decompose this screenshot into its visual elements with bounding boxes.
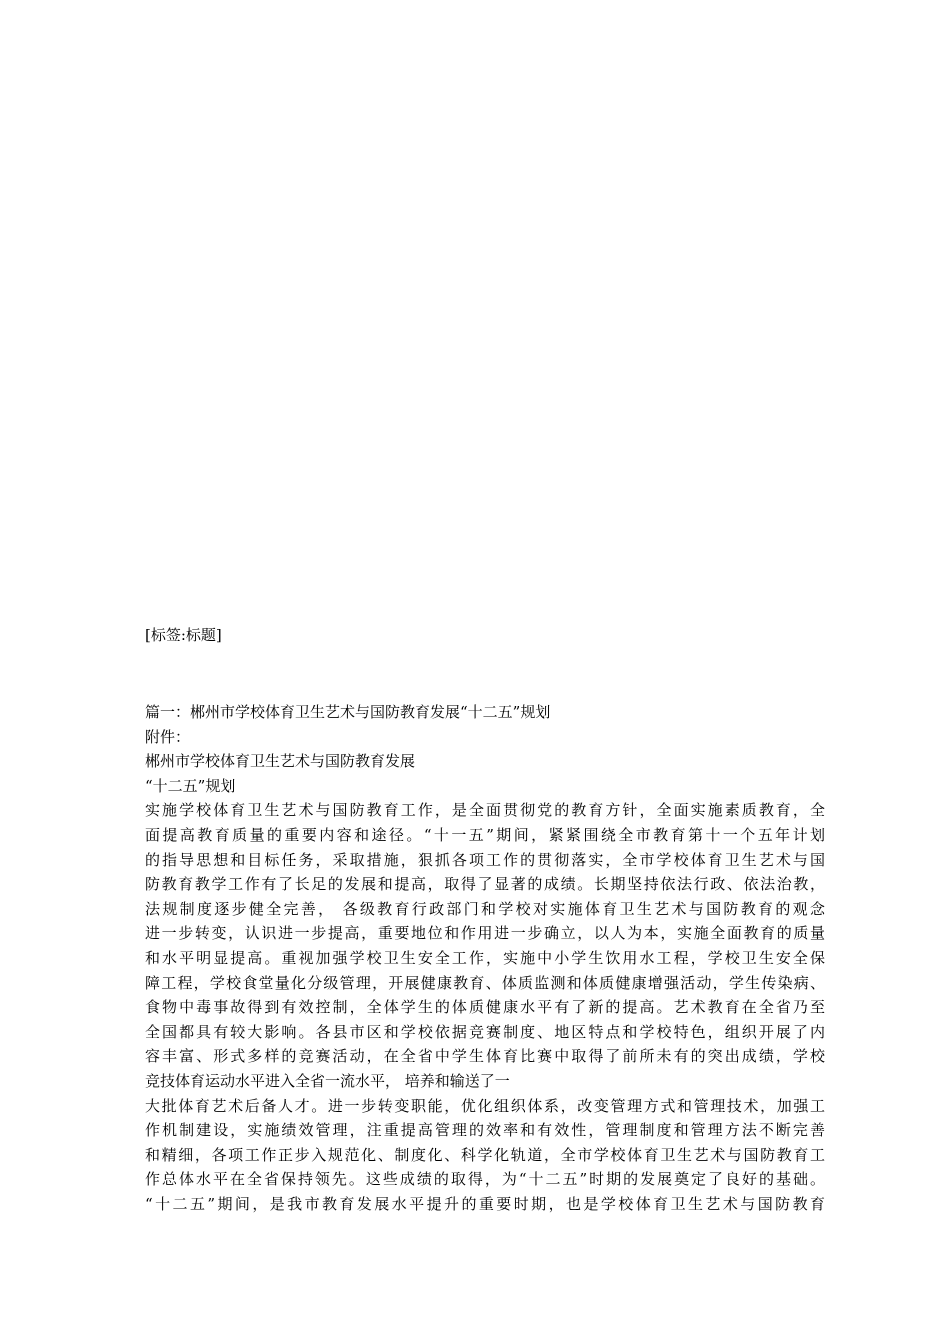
subtitle-line: 郴州市学校体育卫生艺术与国防教育发展 (145, 752, 416, 771)
paragraph-line: 竞技体育运动水平进入全省一流水平， 培养和输送了一 (145, 1071, 510, 1090)
paragraph-line: 大批体育艺术后备人才。进一步转变职能，优化组织体系，改变管理方式和管理技术，加强工 (145, 1096, 825, 1115)
paragraph-line: 障工程，学校食堂量化分级管理，开展健康教育、体质监测和体质健康增强活动，学生传染病、 (145, 973, 825, 992)
paragraph-line: 和水平明显提高。重视加强学校卫生安全工作，实施中小学生饮用水工程，学校卫生安全保 (145, 948, 825, 967)
paragraph-line: 容丰富、形式多样的竞赛活动，在全省中学生体育比赛中取得了前所未有的突出成绩，学校 (145, 1047, 825, 1066)
paragraph-line: 作机制建设，实施绩效管理，注重提高管理的效率和有效性，管理制度和管理方法不断完善 (145, 1121, 825, 1140)
paragraph-line: 防教育教学工作有了长足的发展和提高，取得了显著的成绩。长期坚持依法行政、依法治教， (145, 875, 825, 894)
subtitle-line: “十二五”规划 (145, 776, 236, 795)
attachment-label: 附件： (145, 727, 191, 746)
article-heading: 篇一：郴州市学校体育卫生艺术与国防教育发展“十二五”规划 (145, 703, 551, 721)
paragraph-line: 和精细，各项工作正步入规范化、制度化、科学化轨道，全市学校体育卫生艺术与国防教育工 (145, 1145, 825, 1164)
article-body (145, 700, 825, 1216)
paragraph-line: 法规制度逐步健全完善， 各级教育行政部门和学校对实施体育卫生艺术与国防教育的观念 (145, 899, 825, 918)
paragraph-line: 食物中毒事故得到有效控制，全体学生的体质健康水平有了新的提高。艺术教育在全省乃至 (145, 998, 825, 1017)
paragraph-line: 实施学校体育卫生艺术与国防教育工作，是全面贯彻党的教育方针，全面实施素质教育，全 (145, 801, 825, 820)
document-tag: [标签:标题] (145, 626, 222, 644)
paragraph-line: 进一步转变，认识进一步提高，重要地位和作用进一步确立，以人为本，实施全面教育的质量 (145, 924, 825, 943)
paragraph-line: 作总体水平在全省保持领先。这些成绩的取得，为“十二五”时期的发展奠定了良好的基础。 (145, 1170, 825, 1189)
paragraph-line: “十二五”期间，是我市教育发展水平提升的重要时期，也是学校体育卫生艺术与国防教育 (145, 1194, 825, 1213)
paragraph-line: 的指导思想和目标任务，采取措施，狠抓各项工作的贯彻落实，全市学校体育卫生艺术与国 (145, 850, 825, 869)
paragraph-line: 面提高教育质量的重要内容和途径。“十一五”期间，紧紧围绕全市教育第十一个五年计划 (145, 825, 825, 844)
paragraph-line: 全国都具有较大影响。各县市区和学校依据竞赛制度、地区特点和学校特色，组织开展了内 (145, 1022, 825, 1041)
